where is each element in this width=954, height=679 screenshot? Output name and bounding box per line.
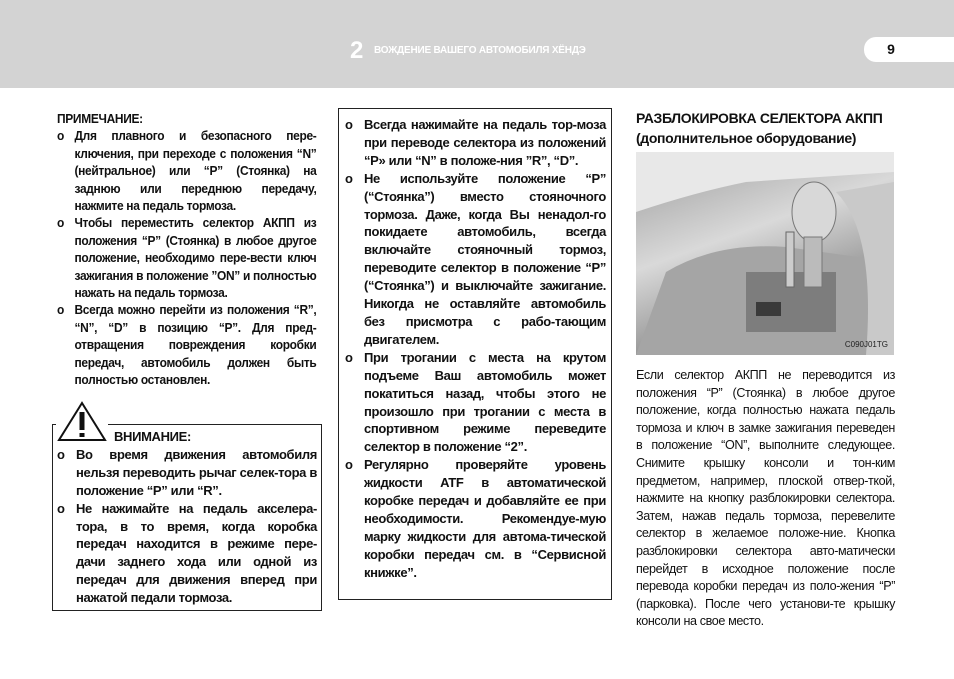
- list-item: o Всегда можно перейти из положения “R”, “N”, “D” в позицию “P”. Для пред-отвращения повреждения коробки передач, автомобиль должен быть полностью остановлен.: [57, 302, 317, 388]
- list-item: o При трогании с места на крутом подъеме Ваш автомобиль может покатиться назад, чтобы этого не произошло при трогании с места в спортивном режиме переведите селектор в положение “2”.: [345, 349, 606, 455]
- list-item: o Для плавного и безопасного пере-ключения, при переходе с положения “N” (нейтральное) или “P” (Стоянка) на заднюю или переднюю передачу, нажмите на педаль тормоза.: [57, 128, 317, 214]
- page-number-tab: [864, 37, 954, 62]
- list-item: o Во время движения автомобиля нельзя переводить рычаг селек-тора в положение “P” или “R”.: [57, 446, 317, 498]
- body-paragraph: [636, 367, 895, 631]
- section-title: РАЗБЛОКИРОВКА СЕЛЕКТОРА АКПП: [636, 110, 883, 126]
- gear-selector-photo: [636, 152, 894, 355]
- body-text: Если селектор АКПП не переводится из положения “P” (Стоянка) в любое другое положение, когда полностью нажата педаль тормоза и ключ в замке зажигания переведен в положение “ON”, выполните следующее. Снимите крышку консоли и тон-ким предметом, например, плоской отвер-ткой, нажмите на кнопку разблокировки селектора. Затем, нажав педаль тормоза, перевелите селектор в желаемое положе-ние. Кнопка разблокировки селектора авто-матически перейдет в исходное положение после перевода коробки передач из поло-жения “P” (парковка). После чего установи-те крышку консоли на свое место.: [636, 368, 895, 629]
- section-heading: [636, 108, 906, 148]
- note-section: [57, 110, 316, 389]
- list-item: o Чтобы переместить селектор АКПП из положения “P” (Стоянка) в любое другое положение, необходимо пере-вести ключ зажигания в положение ”ON” и полностью нажать на педаль тормоза.: [57, 215, 317, 301]
- photo-caption: C090J01TG: [844, 340, 888, 349]
- list-item: o Не нажимайте на педаль акселера-тора, в то время, когда коробка передач находится в режиме пере-дачи заднего хода или одной из передач для движения вперед при нажатой педали тормоза.: [57, 500, 317, 606]
- list-item: o Не используйте положение “P” (“Стоянка”) вместо стояночного тормоза. Даже, когда Вы ненадол-го покидаете автомобиль, всегда включайте стояночный тормоз, переводите селектор в положение “P” (“Стоянка”) и выключайте зажигание. Никогда не оставляйте автомобиль без присмотра с рабо-тающим двигателем.: [345, 170, 606, 347]
- page-header: [0, 0, 954, 88]
- warning-section: [57, 428, 317, 607]
- warning-title: ВНИМАНИЕ:: [114, 429, 191, 444]
- caution-section: [345, 116, 606, 582]
- list-item: o Всегда нажимайте на педаль тор-моза при переводе селектора из положений “P» или “N” в положе-ния ”R”, “D”.: [345, 117, 606, 168]
- note-title: ПРИМЕЧАНИЕ:: [57, 111, 143, 126]
- chapter-title: ВОЖДЕНИЕ ВАШЕГО АВТОМОБИЛЯ ХЁНДЭ: [374, 45, 586, 56]
- section-subtitle: (дополнительное оборудование): [636, 130, 857, 146]
- chapter-number: 2: [350, 37, 364, 64]
- page-number: 9: [887, 41, 895, 57]
- list-item: o Регулярно проверяйте уровень жидкости ATF в автоматической коробке передач и добавляйте ее при необходимости. Рекомендуе-мую марку жидкости для автома-тической коробки передач см. в “Сервисной книжке”.: [345, 457, 606, 580]
